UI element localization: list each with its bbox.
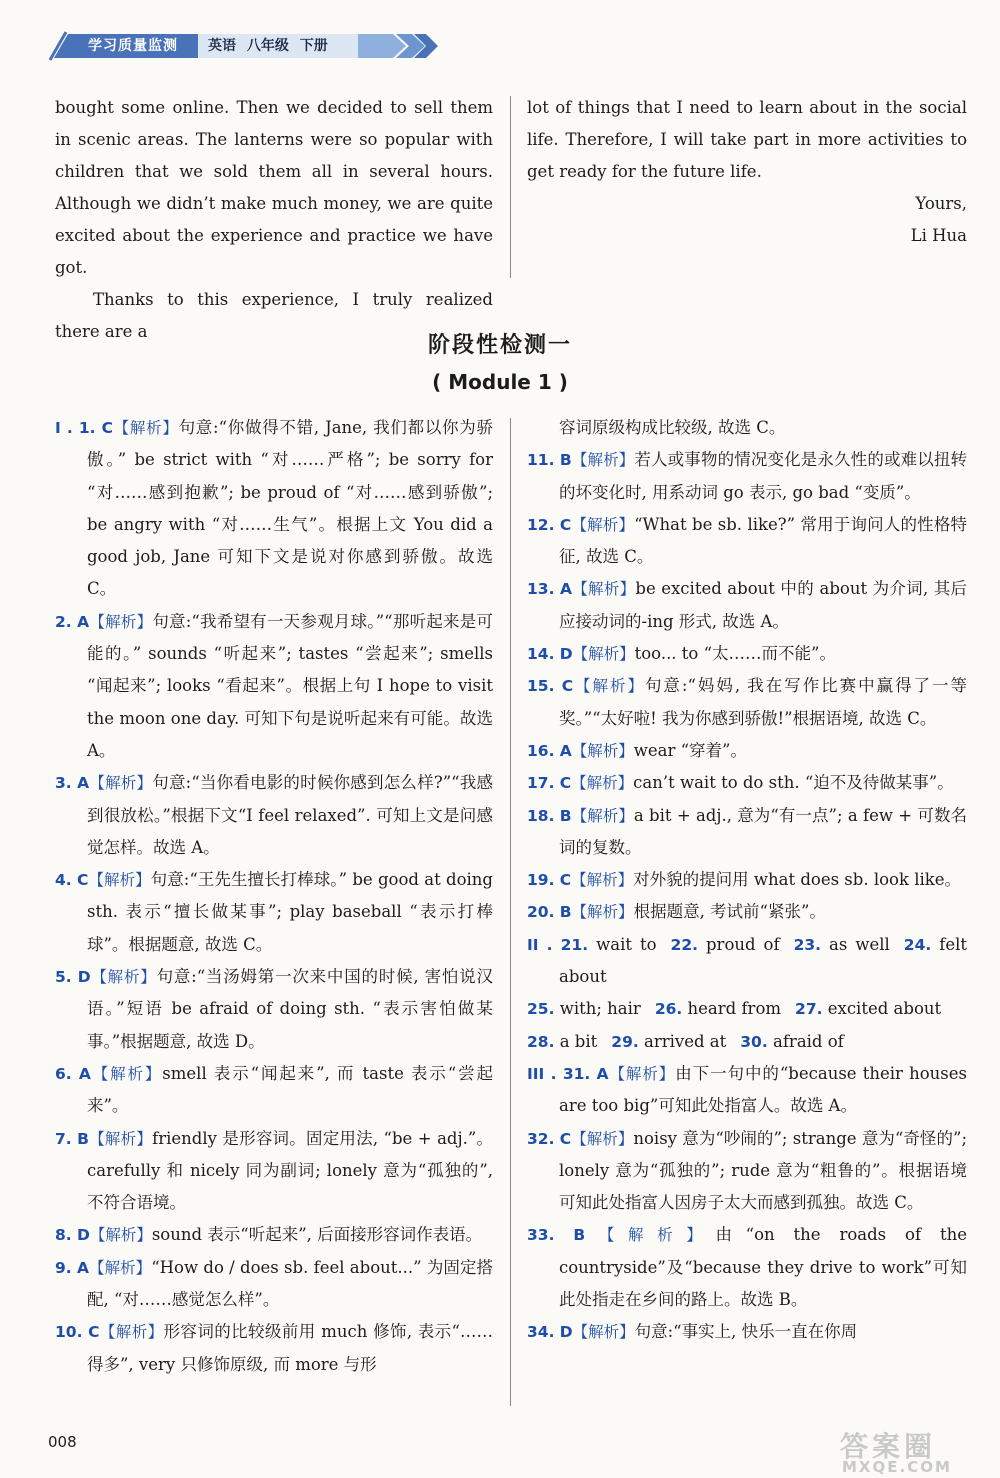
answer-number: 27. <box>795 1000 823 1019</box>
answer-number: 5. <box>55 968 72 987</box>
answer-item <box>527 864 967 896</box>
answer-item <box>55 864 493 961</box>
analysis-tag: 【解析】 <box>572 1323 635 1342</box>
fill-blank-answer <box>527 935 657 954</box>
analysis-tag: 【解析】 <box>572 645 635 664</box>
answer-number: 34. <box>527 1323 555 1342</box>
answer-choice: C <box>561 677 574 696</box>
fill-blank-answer <box>527 1032 597 1051</box>
analysis-tag: 【解析】 <box>585 1226 716 1245</box>
answer-explanation: 根据题意, 考试前“紧张”。 <box>633 902 826 922</box>
analysis-tag: 【解析】 <box>88 1129 153 1148</box>
letter-closing: Yours, <box>915 194 967 213</box>
answer-item <box>55 412 493 606</box>
answer-explanation: wear “穿着”。 <box>633 740 747 760</box>
answer-number: 23. <box>793 935 822 954</box>
answer-number: 30. <box>740 1032 768 1051</box>
answer-explanation: 对外貌的提问用 what does sb. look like。 <box>633 870 962 890</box>
answer-item <box>527 509 967 574</box>
answer-choice: B <box>559 806 572 825</box>
analysis-tag: 【解析】 <box>90 968 157 987</box>
answer-choice: B <box>559 903 572 922</box>
answer-explanation: 句意:“当你看电影的时候你感到怎么样?”“我感到很放松。”根据下文“I feel relaxed”. 可知上文是问感觉怎样。故选 A。 <box>87 773 493 857</box>
answer-item <box>527 1219 967 1316</box>
answer-number: 10. <box>55 1323 83 1342</box>
analysis-tag: 【解析】 <box>99 1323 164 1342</box>
answer-explanation: 句意:“我希望有一天参观月球。”“那听起来是可能的。” sounds “听起来”; tastes “尝起来”; smells “闻起来”; looks “看起来”。根据上句 I hope to visit the moon one day. 可知下句是说听起来有可能。故选 A。 <box>87 611 493 760</box>
analysis-tag: 【解析】 <box>571 774 634 793</box>
answer-explanation: 容词原级构成比较级, 故选 C。 <box>559 418 786 437</box>
letter-left-column <box>55 92 493 348</box>
answer-number: 8. <box>55 1226 72 1245</box>
column-divider <box>510 96 511 278</box>
answer-choice: C <box>77 871 89 890</box>
answer-number: 2. <box>55 612 72 631</box>
answer-explanation: too... to “太……而不能”。 <box>634 644 836 664</box>
answer-number: 20. <box>527 903 555 922</box>
answer-choice: C <box>559 871 572 890</box>
answer-explanation: friendly 是形容词。固定用法, “be + adj.”。carefully 和 nicely 同为副词; lonely 意为“孤独的”, 不符合语境。 <box>87 1128 493 1213</box>
analysis-tag: 【解析】 <box>89 774 153 793</box>
answer-number: 28. <box>527 1032 555 1051</box>
fill-blank-answer <box>740 1032 844 1051</box>
answer-number: 32. <box>527 1129 555 1148</box>
analysis-tag: 【解析】 <box>571 1129 634 1148</box>
watermark-logo <box>840 1425 990 1475</box>
answer-explanation: 由下一句中的“because their houses are too big”可知此处指富人。故选 A。 <box>559 1063 967 1116</box>
answer-number: 25. <box>527 1000 555 1019</box>
section-subtitle: ( Module 1 ) <box>432 370 568 394</box>
answer-text: afraid of <box>772 1031 844 1051</box>
answer-number: 9. <box>55 1258 72 1277</box>
answer-item <box>527 1123 967 1220</box>
answer-explanation: 句意:“王先生擅长打棒球。” be good at doing sth. 表示“擅长做某事”; play baseball “表示打棒球”。根据题意, 故选 C。 <box>87 870 493 954</box>
answer-explanation: smell 表示“闻起来”, 而 taste 表示“尝起来”。 <box>87 1063 493 1116</box>
analysis-tag: 【解析】 <box>573 677 645 696</box>
answer-text: felt about <box>559 934 968 987</box>
analysis-tag: 【解析】 <box>608 1064 676 1083</box>
fill-blank-row <box>527 1026 967 1058</box>
analysis-tag: 【解析】 <box>572 580 636 599</box>
answer-choice: C <box>101 419 113 437</box>
answer-text: heard from <box>687 999 782 1019</box>
fill-blank-row <box>527 993 967 1025</box>
fill-blank-answer <box>527 999 641 1018</box>
answer-item <box>527 1316 967 1348</box>
answer-text: a bit <box>559 1031 598 1051</box>
watermark-url: MXQE.COM <box>842 1458 952 1476</box>
answer-item <box>527 1058 967 1123</box>
section-title: 阶段性检测一 <box>427 333 572 358</box>
answer-explanation: 句意:“事实上, 快乐一直在你周 <box>634 1322 858 1342</box>
answer-item <box>527 444 967 509</box>
analysis-tag: 【解析】 <box>571 871 634 890</box>
answer-choice: A <box>596 1064 609 1083</box>
answer-text: with; hair <box>559 999 641 1019</box>
letter-signature: Li Hua <box>910 226 967 245</box>
answer-choice: A <box>560 580 572 599</box>
series-title: 学习质量监测 <box>88 38 178 54</box>
answer-choice: B <box>573 1226 586 1245</box>
page-number: 008 <box>48 1433 77 1451</box>
analysis-tag: 【解析】 <box>88 871 151 890</box>
answer-explanation: 若人或事物的情况变化是永久性的或难以扭转的坏变化时, 用系动词 go 表示, go bad “变质”。 <box>559 450 968 502</box>
answer-item <box>527 670 967 735</box>
answer-number: III . 31. <box>527 1064 591 1083</box>
answer-explanation: noisy 意为“吵闹的”; strange 意为“奇怪的”; lonely 意为“孤独的”; rude 意为“粗鲁的”。根据语境可知此处指富人因房子太大而感到孤独。故选 C。 <box>559 1128 967 1213</box>
answer-number: 14. <box>527 645 555 664</box>
answer-number: 22. <box>670 935 699 954</box>
answer-number: 29. <box>611 1032 639 1051</box>
answer-choice: D <box>559 1323 573 1342</box>
answer-item <box>527 896 967 928</box>
answer-number: 15. <box>527 677 555 696</box>
answer-item <box>55 1316 493 1381</box>
answer-item <box>527 638 967 670</box>
answer-item <box>527 573 967 638</box>
answer-choice: D <box>76 1226 90 1245</box>
answer-item <box>55 1219 493 1251</box>
answer-number: 19. <box>527 871 555 890</box>
analysis-tag: 【解析】 <box>112 419 179 437</box>
fill-blank-row <box>527 929 967 994</box>
answer-explanation: can’t wait to do sth. “迫不及待做某事”。 <box>633 773 954 793</box>
answer-number: 33. <box>527 1226 555 1245</box>
answer-text: arrived at <box>644 1031 727 1051</box>
answer-explanation: be excited about 中的 about 为介词, 其后应接动词的-ing 形式, 故选 A。 <box>559 579 967 631</box>
letter-paragraph: Thanks to this experience, I truly realized there are a <box>55 290 493 341</box>
answer-explanation: 句意:“当汤姆第一次来中国的时候, 害怕说汉语。”短语 be afraid of doing sth. “表示害怕做某事。”根据题意, 故选 D。 <box>87 967 494 1051</box>
answer-number: 12. <box>527 515 555 534</box>
answer-choice: C <box>559 774 572 793</box>
answer-choice: C <box>559 515 572 534</box>
answer-text: wait to <box>596 934 657 954</box>
analysis-tag: 【解析】 <box>90 1064 163 1083</box>
answer-number: 17. <box>527 774 555 793</box>
watermark-text: 答案圈 <box>840 1430 937 1463</box>
analysis-tag: 【解析】 <box>571 515 635 534</box>
answer-item <box>55 1123 493 1220</box>
answer-number: 3. <box>55 774 72 793</box>
answer-choice: A <box>559 741 572 760</box>
answer-item <box>55 961 493 1058</box>
answer-number: 24. <box>903 935 932 954</box>
answer-item <box>55 767 493 864</box>
fill-blank-answer <box>794 935 890 954</box>
answer-number: I . 1. <box>55 419 96 437</box>
answer-number: 7. <box>55 1129 72 1148</box>
answer-explanation: 句意:“你做得不错, Jane, 我们都以你为骄傲。” be strict with “对……严格”; be sorry for “对……感到抱歉”; be proud of “对……感到骄傲”; be angry with “对……生气”。根据上文 You did a good job, Jane 可知下文是说对你感到骄傲。故选 C。 <box>87 418 493 599</box>
answer-item <box>527 412 967 444</box>
column-divider <box>510 418 511 1406</box>
analysis-tag: 【解析】 <box>571 451 635 470</box>
answer-text: excited about <box>827 999 942 1019</box>
answer-explanation: 形容词的比较级前用 much 修饰, 表示“……得多”, very 只修饰原级, 而 more 与形 <box>87 1322 493 1374</box>
answer-choice: A <box>78 1064 91 1083</box>
analysis-tag: 【解析】 <box>571 741 634 760</box>
answer-item <box>527 767 967 799</box>
analysis-tag: 【解析】 <box>89 612 153 631</box>
answer-explanation: sound 表示“听起来”, 后面接形容词作表语。 <box>151 1225 483 1245</box>
answer-item <box>527 800 967 865</box>
answer-number: 11. <box>527 451 555 470</box>
fill-blank-answer <box>655 999 781 1018</box>
answer-explanation: 句意:“妈妈, 我在写作比赛中赢得了一等奖。”“太好啦! 我为你感到骄傲!”根据语境, 故选 C。 <box>559 676 967 728</box>
fill-blank-answer <box>671 935 780 954</box>
answer-number: 16. <box>527 741 555 760</box>
answers-left-column <box>55 412 493 1381</box>
answer-number: 13. <box>527 580 555 599</box>
answer-choice: B <box>77 1129 89 1148</box>
answer-text: as well <box>829 934 890 954</box>
answer-number: 18. <box>527 806 555 825</box>
answer-number: 6. <box>55 1064 72 1083</box>
answer-item <box>527 735 967 767</box>
answer-choice: A <box>76 1258 89 1277</box>
analysis-tag: 【解析】 <box>571 903 634 922</box>
answer-choice: D <box>559 645 573 664</box>
answer-item <box>55 606 493 767</box>
answer-number: 26. <box>654 1000 683 1019</box>
fill-blank-answer <box>611 1032 726 1051</box>
answer-explanation: “What be sb. like?” 常用于询问人的性格特征, 故选 C。 <box>559 514 967 567</box>
answer-text: proud of <box>706 934 780 954</box>
answer-item <box>55 1058 493 1123</box>
letter-paragraph: bought some online. Then we decided to sell them in scenic areas. The lanterns were so popular with children that we sold them all in several hours. Although we didn’t make much money, we are quite excited about the experience and practice we have got. <box>55 98 493 277</box>
answer-choice: C <box>88 1323 100 1342</box>
answer-number: 4. <box>55 871 72 890</box>
letter-right-column <box>527 92 967 252</box>
header-banner <box>48 28 438 62</box>
answer-choice: B <box>559 451 572 470</box>
answer-explanation: a bit + adj., 意为“有一点”; a few + 可数名词的复数。 <box>559 805 967 857</box>
analysis-tag: 【解析】 <box>89 1226 152 1245</box>
subject-grade: 英语 八年级 下册 <box>208 38 328 54</box>
answer-number: II . 21. <box>527 935 589 954</box>
answer-item <box>55 1252 493 1317</box>
answer-choice: D <box>77 968 91 987</box>
answer-explanation: “How do / does sb. feel about...” 为固定搭配, “对……感觉怎么样”。 <box>87 1257 493 1310</box>
answer-choice: A <box>77 774 90 793</box>
analysis-tag: 【解析】 <box>88 1258 152 1277</box>
fill-blank-answer <box>795 999 941 1018</box>
letter-paragraph: lot of things that I need to learn about in the social life. Therefore, I will take part in more activities to get ready for the future life. <box>527 98 967 181</box>
answer-choice: A <box>77 612 90 631</box>
answers-right-column <box>527 412 967 1349</box>
answer-choice: C <box>559 1129 572 1148</box>
answer-explanation: 由“on the roads of the countryside”及“because they drive to work”可知此处指走在乡间的路上。故选 B。 <box>559 1225 967 1310</box>
analysis-tag: 【解析】 <box>571 806 634 825</box>
